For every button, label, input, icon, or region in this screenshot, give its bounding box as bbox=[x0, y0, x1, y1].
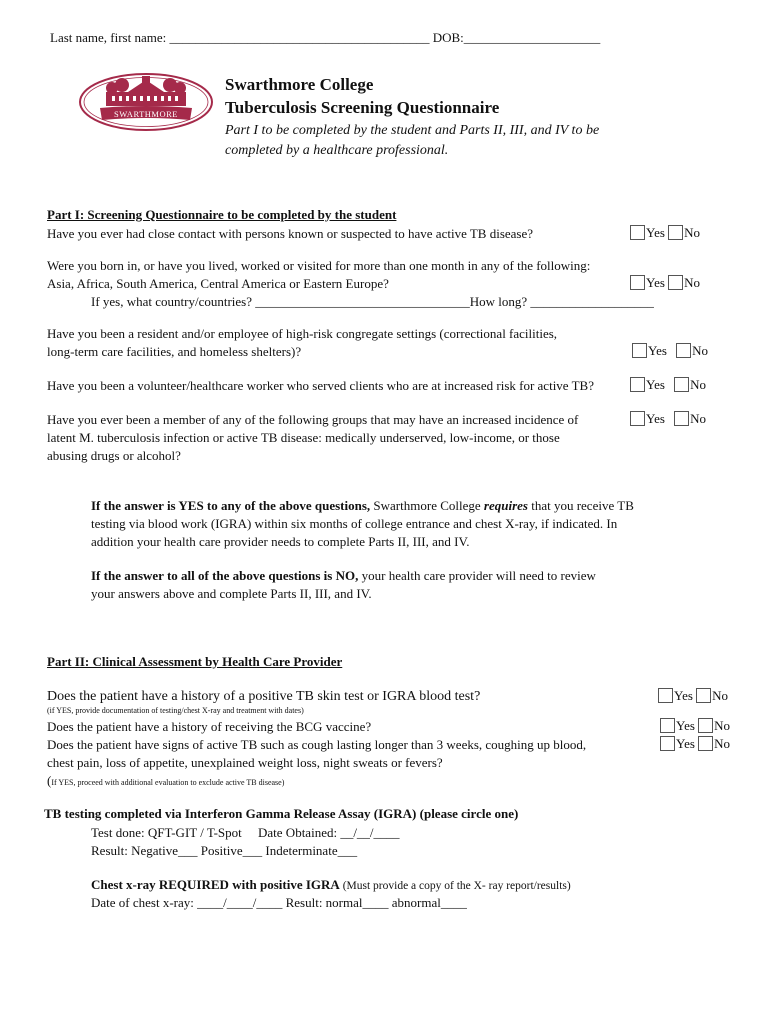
yes-checkbox[interactable] bbox=[660, 736, 675, 751]
no-label: No bbox=[714, 718, 731, 733]
part1-q1-answer bbox=[630, 225, 700, 241]
part1-q3-line1: Have you been a resident and/or employee of high-risk congregate settings (correctional facilities, bbox=[47, 326, 558, 341]
part1-q2-line2: Asia, Africa, South America, Central America or Eastern Europe? bbox=[47, 276, 389, 291]
swarthmore-logo bbox=[78, 72, 214, 132]
logo-text: SWARTHMORE bbox=[114, 109, 178, 119]
yes-label: Yes bbox=[676, 736, 695, 751]
no-checkbox[interactable] bbox=[674, 377, 689, 392]
no-checkbox[interactable] bbox=[676, 343, 691, 358]
xray-date-line: Date of chest x-ray: ____/____/____ Result: normal____ abnormal____ bbox=[91, 895, 467, 910]
yes-label: Yes bbox=[646, 377, 665, 392]
yes-label: Yes bbox=[646, 225, 665, 240]
requires-emphasis: requires bbox=[483, 498, 528, 513]
no-checkbox[interactable] bbox=[674, 411, 689, 426]
part1-q5-line1: Have you ever been a member of any of the following groups that may have an increased incidence of bbox=[47, 412, 579, 427]
no-checkbox[interactable] bbox=[696, 688, 711, 703]
part1-q3-answer bbox=[632, 343, 708, 359]
part1-q5-line3: abusing drugs or alcohol? bbox=[47, 448, 181, 463]
no-note-bold: If the answer to all of the above questions is NO, bbox=[91, 568, 359, 583]
no-label: No bbox=[684, 275, 701, 290]
xray-heading bbox=[91, 876, 571, 895]
no-checkbox[interactable] bbox=[698, 736, 713, 751]
yes-note-line3: addition your health care provider needs to complete Parts II, III, and IV. bbox=[91, 534, 470, 549]
part2-q3-answer bbox=[660, 736, 730, 752]
yes-note-bold: If the answer is YES to any of the above questions, bbox=[91, 498, 371, 513]
form-title: Tuberculosis Screening Questionnaire bbox=[225, 98, 500, 117]
note-paren: ( bbox=[47, 773, 52, 788]
note-text: If YES, proceed with additional evaluation to exclude active TB disease) bbox=[51, 778, 285, 787]
part2-q1: Does the patient have a history of a positive TB skin test or IGRA blood test? bbox=[47, 689, 481, 704]
no-checkbox[interactable] bbox=[698, 718, 713, 733]
part1-q3-line2: long-term care facilities, and homeless shelters)? bbox=[47, 344, 302, 359]
part1-q2-answer bbox=[630, 275, 700, 291]
yes-checkbox[interactable] bbox=[660, 718, 675, 733]
yes-checkbox[interactable] bbox=[630, 377, 645, 392]
yes-checkbox[interactable] bbox=[630, 411, 645, 426]
part1-q4-answer bbox=[630, 377, 706, 393]
name-dob-line: Last name, first name: ________________________________________ DOB:_____________________ bbox=[50, 30, 601, 45]
part2-q3-line2: chest pain, loss of appetite, unexplained weight loss, night sweats or fevers? bbox=[47, 755, 443, 770]
no-label: No bbox=[714, 736, 731, 751]
igra-heading: TB testing completed via Interferon Gamma Release Assay (IGRA) (please circle one) bbox=[44, 806, 519, 821]
yes-checkbox[interactable] bbox=[630, 275, 645, 290]
no-note-line2: your answers above and complete Parts II, III, and IV. bbox=[91, 586, 372, 601]
no-label: No bbox=[690, 377, 707, 392]
no-label: No bbox=[684, 225, 701, 240]
yes-checkbox[interactable] bbox=[630, 225, 645, 240]
no-note-text: your health care provider will need to review bbox=[358, 568, 596, 583]
yes-label: Yes bbox=[674, 688, 693, 703]
yes-label: Yes bbox=[676, 718, 695, 733]
part1-q5-line2: latent M. tuberculosis infection or active TB disease: medically underserved, low-income, or those bbox=[47, 430, 560, 445]
yes-note-line2: testing via blood work (IGRA) within six months of college entrance and chest X-ray, if indicated. In bbox=[91, 516, 618, 531]
no-label: No bbox=[712, 688, 729, 703]
yes-note-text-end: that you receive TB bbox=[527, 498, 634, 513]
no-label: No bbox=[690, 411, 707, 426]
part1-q5-answer bbox=[630, 411, 706, 427]
yes-label: Yes bbox=[648, 343, 667, 358]
igra-result-line: Result: Negative___ Positive___ Indeterminate___ bbox=[91, 843, 358, 858]
yes-label: Yes bbox=[646, 411, 665, 426]
part2-q2: Does the patient have a history of receiving the BCG vaccine? bbox=[47, 719, 372, 734]
form-subtitle-line2: completed by a healthcare professional. bbox=[225, 143, 449, 158]
yes-note-text: Swarthmore College bbox=[370, 498, 484, 513]
no-note-line1 bbox=[91, 567, 596, 585]
xray-heading-note: (Must provide a copy of the X- ray report/results) bbox=[339, 880, 571, 892]
part2-q1-note: (if YES, provide documentation of testing/chest X-ray and treatment with dates) bbox=[47, 706, 304, 715]
no-checkbox[interactable] bbox=[668, 225, 683, 240]
part2-q3-note bbox=[47, 773, 284, 789]
xray-heading-bold: Chest x-ray REQUIRED with positive IGRA bbox=[91, 877, 340, 892]
igra-test-line: Test done: QFT-GIT / T-Spot Date Obtained: __/__/____ bbox=[91, 825, 400, 840]
form-subtitle-line1: Part I to be completed by the student and Parts II, III, and IV to be bbox=[225, 123, 600, 138]
no-checkbox[interactable] bbox=[668, 275, 683, 290]
part2-q2-answer bbox=[660, 718, 730, 734]
part1-q2-line1: Were you born in, or have you lived, worked or visited for more than one month in any of the following: bbox=[47, 258, 591, 273]
yes-note-line1 bbox=[91, 497, 634, 515]
yes-checkbox[interactable] bbox=[632, 343, 647, 358]
part2-q1-answer bbox=[658, 688, 728, 704]
part2-q3-line1: Does the patient have signs of active TB such as cough lasting longer than 3 weeks, coughing up blood, bbox=[47, 737, 587, 752]
part1-q1: Have you ever had close contact with persons known or suspected to have active TB disease? bbox=[47, 226, 534, 241]
part1-heading: Part I: Screening Questionnaire to be completed by the student bbox=[47, 207, 397, 222]
part1-q2-countries: If yes, what country/countries? _________________________________How long? ___________________ bbox=[91, 294, 654, 309]
yes-label: Yes bbox=[646, 275, 665, 290]
part2-heading: Part II: Clinical Assessment by Health Care Provider bbox=[47, 654, 343, 669]
college-name: Swarthmore College bbox=[225, 75, 374, 94]
yes-checkbox[interactable] bbox=[658, 688, 673, 703]
part1-q4: Have you been a volunteer/healthcare worker who served clients who are at increased risk for active TB? bbox=[47, 378, 594, 393]
no-label: No bbox=[692, 343, 709, 358]
